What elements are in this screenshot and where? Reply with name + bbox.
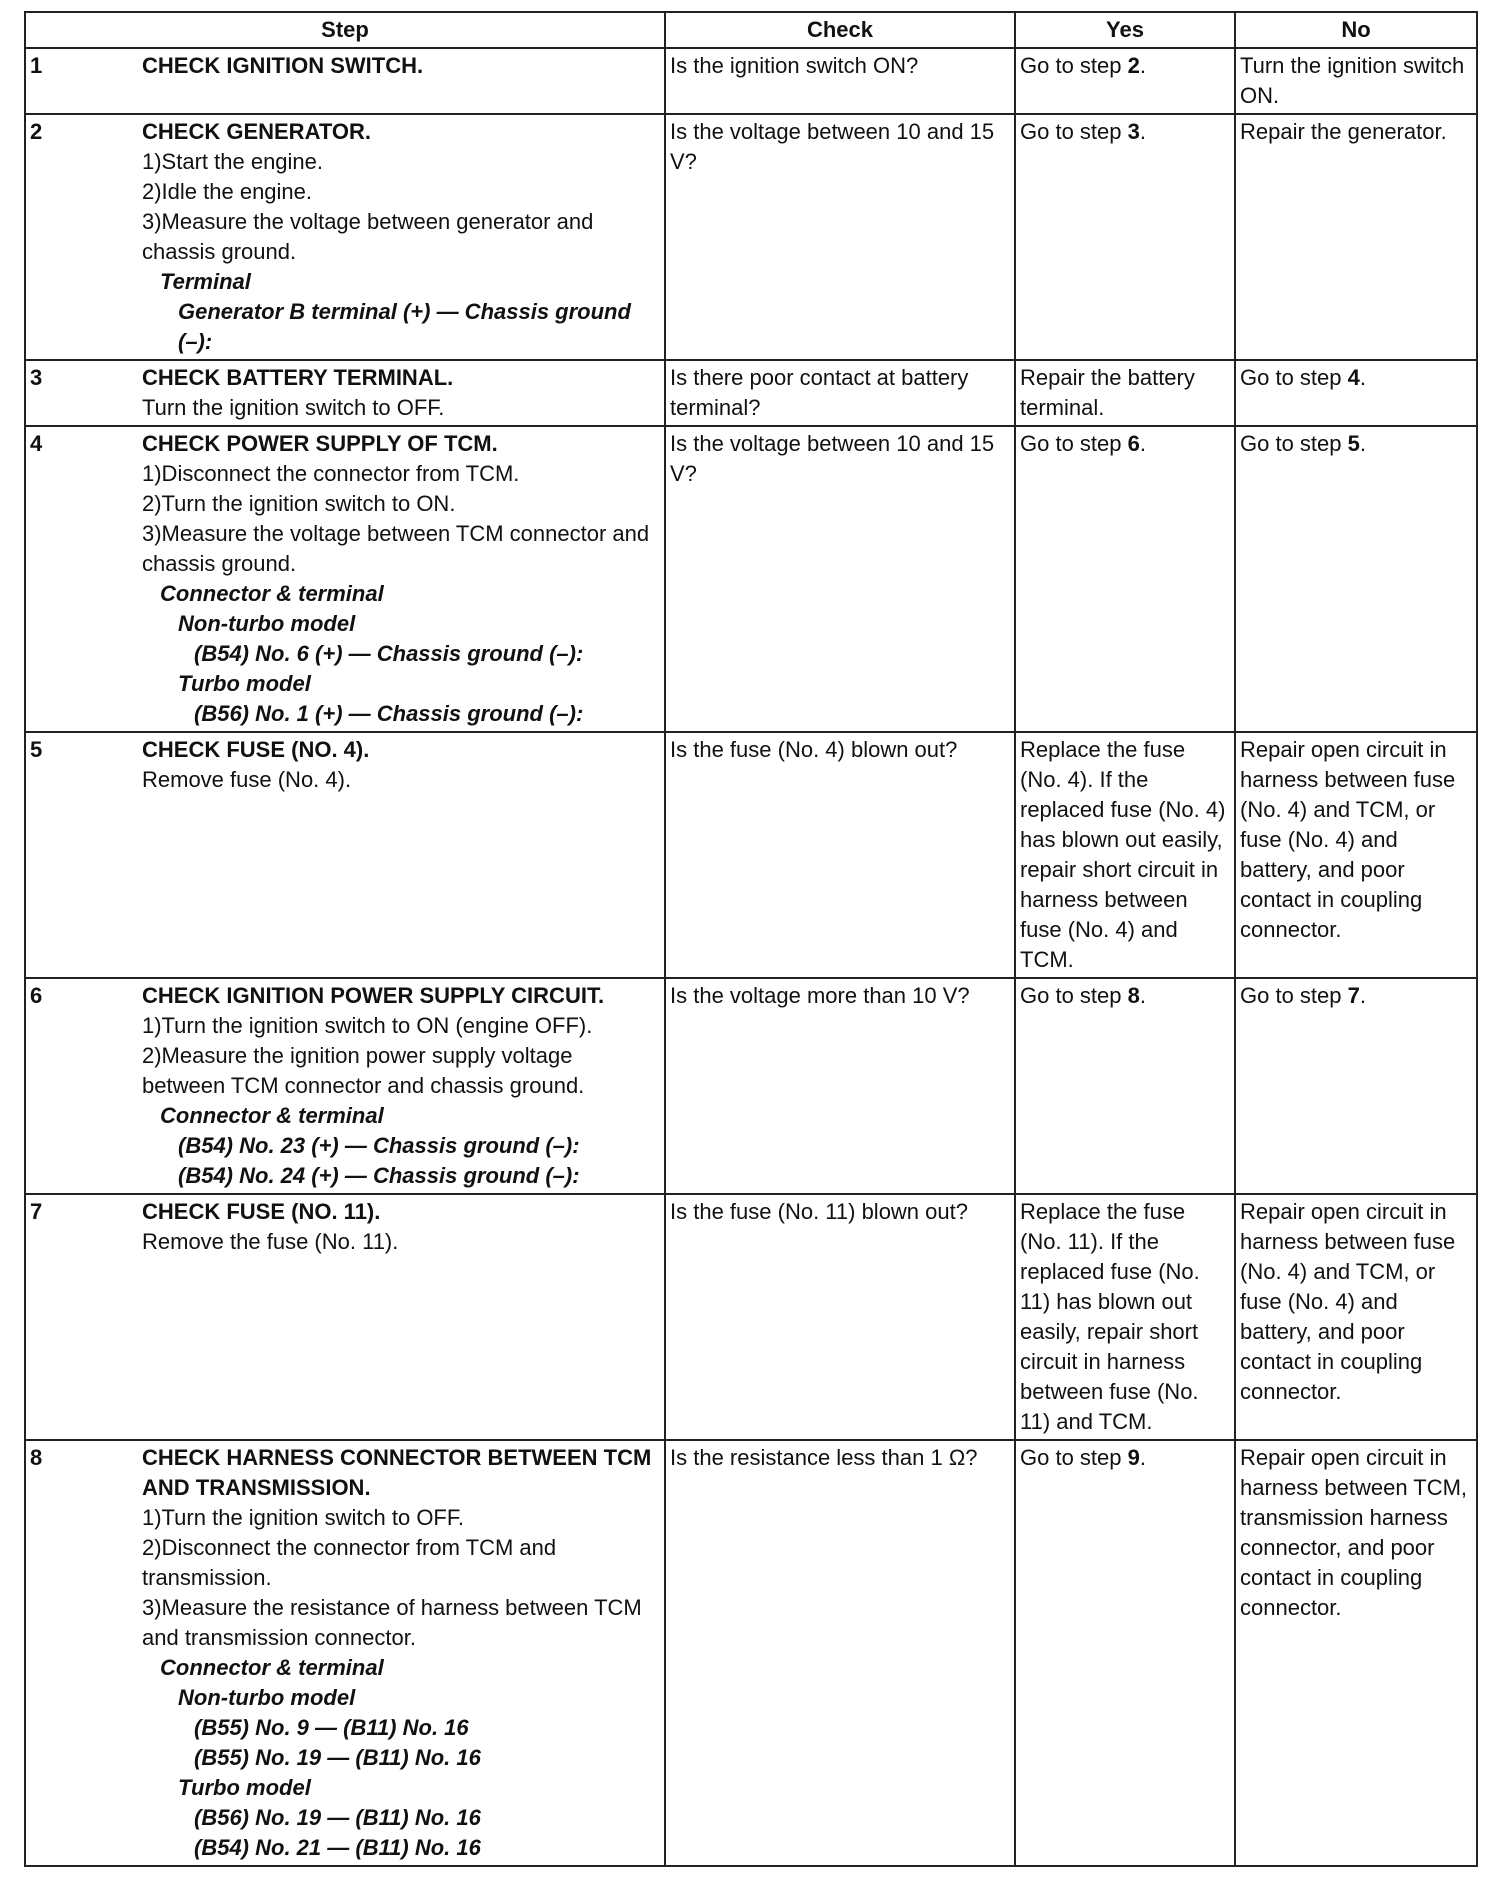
step-cell <box>25 48 665 114</box>
no-cell <box>1235 426 1477 732</box>
diagnostic-table <box>24 11 1478 1867</box>
step-spec: Non-turbo model <box>178 1685 356 1710</box>
yes-cell <box>1015 48 1235 114</box>
no-cell <box>1235 1440 1477 1866</box>
no-cell <box>1235 360 1477 426</box>
step-cell <box>25 360 665 426</box>
step-body <box>142 117 660 357</box>
step-spec: Terminal <box>160 269 251 294</box>
step-spec: (B54) No. 24 (+) — Chassis ground (–): <box>178 1163 580 1188</box>
yes-action: Go to step 8. <box>1020 983 1146 1008</box>
step-instruction: 2)Measure the ignition power supply voltage between TCM connector and chassis ground. <box>142 1043 585 1098</box>
no-action: Repair open circuit in harness between fuse (No. 4) and TCM, or fuse (No. 4) and battery, and poor contact in coupling connector. <box>1240 1199 1456 1404</box>
yes-cell <box>1015 732 1235 978</box>
step-title: CHECK POWER SUPPLY OF TCM. <box>142 431 498 456</box>
check-question: Is the fuse (No. 11) blown out? <box>670 1199 968 1224</box>
no-action: Go to step 7. <box>1240 983 1366 1008</box>
no-cell <box>1235 48 1477 114</box>
yes-cell <box>1015 360 1235 426</box>
step-instruction: 3)Measure the voltage between TCM connector and chassis ground. <box>142 521 650 576</box>
table-row <box>25 732 1477 978</box>
no-action: Repair open circuit in harness between fuse (No. 4) and TCM, or fuse (No. 4) and battery, and poor contact in coupling connector. <box>1240 737 1456 942</box>
no-action: Go to step 5. <box>1240 431 1366 456</box>
step-spec: Connector & terminal <box>160 581 384 606</box>
step-instruction: 1)Disconnect the connector from TCM. <box>142 461 520 486</box>
step-spec: Non-turbo model <box>178 611 356 636</box>
header-check: Check <box>665 12 1015 48</box>
step-number: 3 <box>30 365 43 390</box>
no-action: Turn the ignition switch ON. <box>1240 53 1465 108</box>
step-number: 1 <box>30 53 43 78</box>
no-cell <box>1235 732 1477 978</box>
header-step: Step <box>25 12 665 48</box>
step-instruction: 1)Turn the ignition switch to ON (engine OFF). <box>142 1013 593 1038</box>
yes-cell <box>1015 114 1235 360</box>
yes-cell <box>1015 1440 1235 1866</box>
step-instruction: 2)Disconnect the connector from TCM and transmission. <box>142 1535 557 1590</box>
step-cell <box>25 732 665 978</box>
check-cell <box>665 426 1015 732</box>
step-spec: Connector & terminal <box>160 1103 384 1128</box>
step-number: 6 <box>30 983 43 1008</box>
yes-action: Replace the fuse (No. 4). If the replaced fuse (No. 4) has blown out easily, repair short circuit in harness between fuse (No. 4) and TCM. <box>1020 737 1226 972</box>
step-cell <box>25 1194 665 1440</box>
step-title: CHECK FUSE (NO. 4). <box>142 737 370 762</box>
step-spec: Turbo model <box>178 671 311 696</box>
table-body <box>25 48 1477 1866</box>
step-cell <box>25 1440 665 1866</box>
step-spec: Turbo model <box>178 1775 311 1800</box>
check-question: Is the fuse (No. 4) blown out? <box>670 737 958 762</box>
no-cell <box>1235 978 1477 1194</box>
yes-cell <box>1015 978 1235 1194</box>
check-cell <box>665 1440 1015 1866</box>
check-cell <box>665 360 1015 426</box>
step-body <box>142 981 660 1191</box>
step-instruction: 1)Start the engine. <box>142 149 324 174</box>
step-spec: (B55) No. 9 — (B11) No. 16 <box>194 1715 469 1740</box>
no-cell <box>1235 1194 1477 1440</box>
step-spec: (B56) No. 19 — (B11) No. 16 <box>194 1805 481 1830</box>
yes-cell <box>1015 426 1235 732</box>
diagnostic-procedure-sheet <box>24 11 1476 1867</box>
step-title: CHECK IGNITION SWITCH. <box>142 53 424 78</box>
step-instruction: 3)Measure the voltage between generator and chassis ground. <box>142 209 594 264</box>
table-row <box>25 48 1477 114</box>
table-row <box>25 978 1477 1194</box>
step-title: CHECK HARNESS CONNECTOR BETWEEN TCM AND TRANSMISSION. <box>142 1445 652 1500</box>
step-instruction: Remove fuse (No. 4). <box>142 767 352 792</box>
step-instruction: Turn the ignition switch to OFF. <box>142 395 445 420</box>
check-question: Is the voltage between 10 and 15 V? <box>670 431 995 486</box>
yes-action: Replace the fuse (No. 11). If the replaced fuse (No. 11) has blown out easily, repair short circuit in harness between fuse (No. 11) and TCM. <box>1020 1199 1200 1434</box>
step-number: 2 <box>30 119 43 144</box>
step-title: CHECK FUSE (NO. 11). <box>142 1199 381 1224</box>
step-number: 5 <box>30 737 43 762</box>
step-instruction: 1)Turn the ignition switch to OFF. <box>142 1505 464 1530</box>
yes-action: Go to step 9. <box>1020 1445 1146 1470</box>
table-row <box>25 360 1477 426</box>
step-instruction: Remove the fuse (No. 11). <box>142 1229 399 1254</box>
step-body <box>142 1443 660 1863</box>
step-body <box>142 735 660 795</box>
yes-cell <box>1015 1194 1235 1440</box>
step-body <box>142 1197 660 1257</box>
step-number: 8 <box>30 1445 43 1470</box>
step-spec: (B54) No. 21 — (B11) No. 16 <box>194 1835 481 1860</box>
step-number: 4 <box>30 431 43 456</box>
step-number: 7 <box>30 1199 43 1224</box>
step-title: CHECK BATTERY TERMINAL. <box>142 365 454 390</box>
check-cell <box>665 48 1015 114</box>
no-cell <box>1235 114 1477 360</box>
step-title: CHECK IGNITION POWER SUPPLY CIRCUIT. <box>142 983 605 1008</box>
no-action: Go to step 4. <box>1240 365 1366 390</box>
yes-action: Repair the battery terminal. <box>1020 365 1195 420</box>
step-instruction: 2)Idle the engine. <box>142 179 313 204</box>
step-body <box>142 51 660 81</box>
header-no: No <box>1235 12 1477 48</box>
check-cell <box>665 114 1015 360</box>
check-question: Is the voltage more than 10 V? <box>670 983 970 1008</box>
step-cell <box>25 114 665 360</box>
step-spec: (B54) No. 23 (+) — Chassis ground (–): <box>178 1133 580 1158</box>
check-question: Is there poor contact at battery terminal? <box>670 365 969 420</box>
no-action: Repair the generator. <box>1240 119 1447 144</box>
header-yes: Yes <box>1015 12 1235 48</box>
check-question: Is the resistance less than 1 Ω? <box>670 1445 978 1470</box>
check-cell <box>665 978 1015 1194</box>
check-cell <box>665 1194 1015 1440</box>
header-row <box>25 12 1477 48</box>
step-instruction: 2)Turn the ignition switch to ON. <box>142 491 456 516</box>
table-row <box>25 1440 1477 1866</box>
step-spec: Generator B terminal (+) — Chassis ground (–): <box>178 299 631 354</box>
step-spec: (B56) No. 1 (+) — Chassis ground (–): <box>194 701 584 726</box>
step-body <box>142 429 660 729</box>
table-row <box>25 114 1477 360</box>
step-cell <box>25 426 665 732</box>
step-cell <box>25 978 665 1194</box>
yes-action: Go to step 6. <box>1020 431 1146 456</box>
step-spec: (B54) No. 6 (+) — Chassis ground (–): <box>194 641 584 666</box>
check-question: Is the ignition switch ON? <box>670 53 919 78</box>
step-spec: Connector & terminal <box>160 1655 384 1680</box>
yes-action: Go to step 2. <box>1020 53 1146 78</box>
no-action: Repair open circuit in harness between TCM, transmission harness connector, and poor contact in coupling connector. <box>1240 1445 1468 1620</box>
table-row <box>25 426 1477 732</box>
step-spec: (B55) No. 19 — (B11) No. 16 <box>194 1745 481 1770</box>
step-body <box>142 363 660 423</box>
check-question: Is the voltage between 10 and 15 V? <box>670 119 995 174</box>
table-row <box>25 1194 1477 1440</box>
yes-action: Go to step 3. <box>1020 119 1146 144</box>
step-title: CHECK GENERATOR. <box>142 119 371 144</box>
step-instruction: 3)Measure the resistance of harness between TCM and transmission connector. <box>142 1595 642 1650</box>
check-cell <box>665 732 1015 978</box>
